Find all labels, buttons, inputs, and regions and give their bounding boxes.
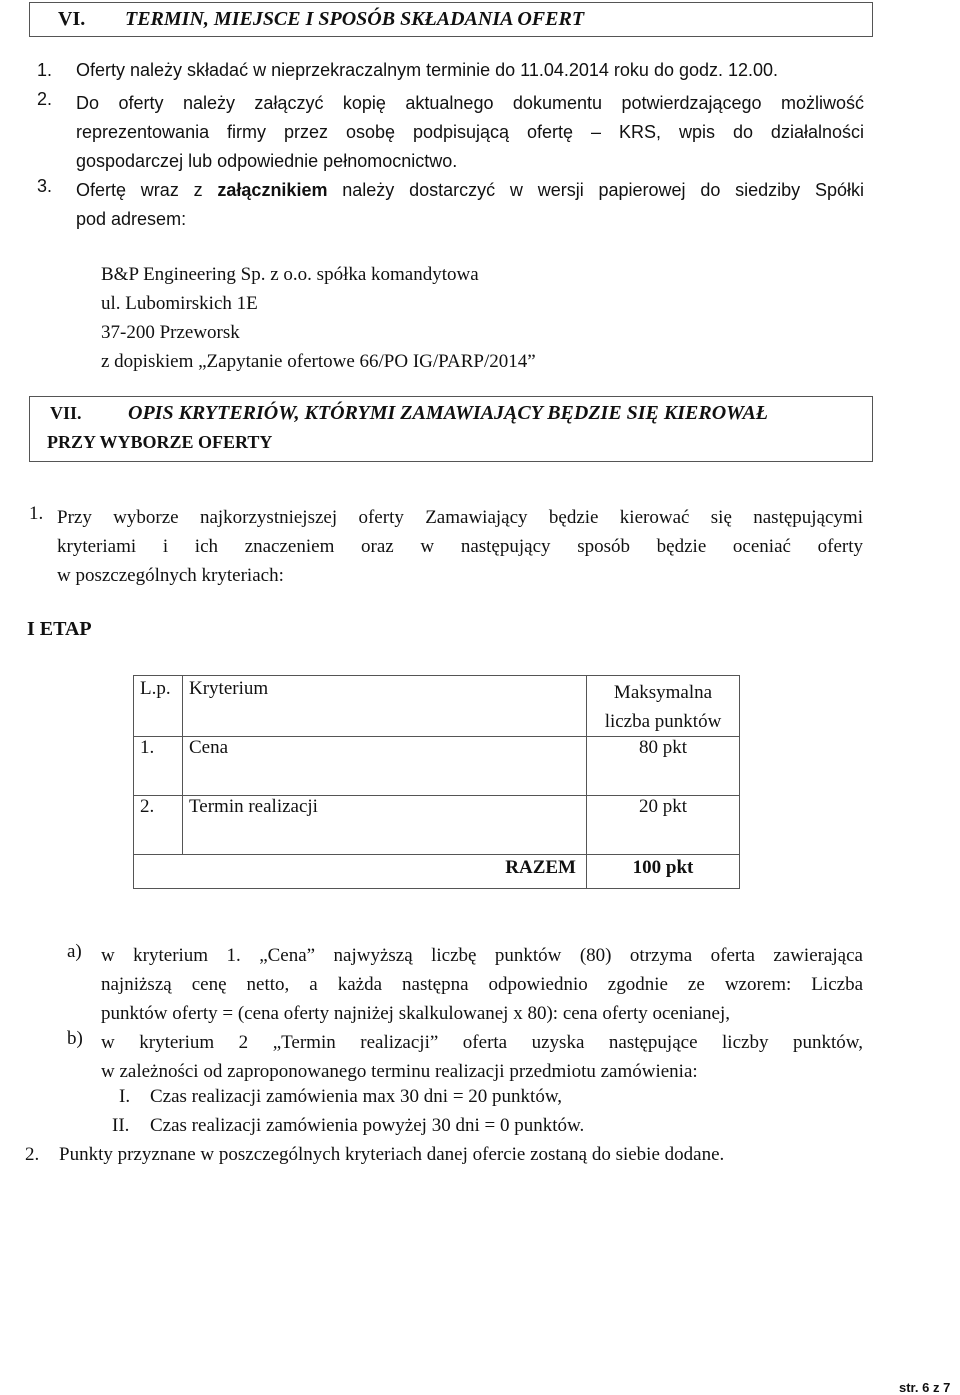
- table-row: [134, 796, 740, 855]
- option-1-number: I.: [119, 1086, 131, 1107]
- row-2-points: 20 pkt: [587, 796, 740, 855]
- criteria-intro-line-3: w poszczególnych kryteriach:: [57, 565, 284, 586]
- total-points: 100 pkt: [587, 855, 740, 889]
- summary-number: 2.: [25, 1144, 40, 1165]
- header-criterion: Kryterium: [183, 676, 587, 737]
- address-company: B&P Engineering Sp. z o.o. spółka komandytowa: [101, 264, 479, 285]
- row-1-criterion: Cena: [183, 737, 587, 796]
- sub-a-text: [101, 941, 863, 1028]
- address-block: [101, 260, 536, 376]
- stage-label: I ETAP: [27, 618, 92, 640]
- item-3-line-2: pod adresem:: [76, 209, 187, 229]
- item-3-text: [76, 176, 864, 234]
- section-7-number: VII.: [50, 403, 82, 423]
- section-6-header: [29, 2, 873, 37]
- section-7-title-line-2: PRZY WYBORZE OFERTY: [47, 432, 273, 452]
- header-max-line-1: Maksymalna: [613, 682, 713, 703]
- section-6-title: TERMIN, MIEJSCE I SPOSÓB SKŁADANIA OFERT: [125, 8, 585, 30]
- table-header-row: [134, 676, 740, 737]
- criteria-intro-text: [57, 503, 863, 590]
- row-2-lp: 2.: [134, 796, 183, 855]
- item-2-text: [76, 89, 864, 176]
- table-total-row: [134, 855, 740, 889]
- address-street: ul. Lubomirskich 1E: [101, 293, 258, 314]
- item-1-text: Oferty należy składać w nieprzekraczalnym terminie do 11.04.2014 roku do godz. 12.00.: [76, 60, 779, 80]
- total-label: RAZEM: [134, 855, 587, 889]
- item-3-pre: Ofertę wraz z: [76, 180, 218, 200]
- section-7-title-line-1: OPIS KRYTERIÓW, KTÓRYMI ZAMAWIAJĄCY BĘDZIE SIĘ KIEROWAŁ: [128, 402, 768, 424]
- row-1-lp: 1.: [134, 737, 183, 796]
- row-1-points: 80 pkt: [587, 737, 740, 796]
- address-city: 37-200 Przeworsk: [101, 322, 240, 343]
- header-lp: L.p.: [134, 676, 183, 737]
- criteria-table: [133, 675, 740, 889]
- item-2-line-3: gospodarczej lub odpowiednie pełnomocnictwo.: [76, 151, 458, 171]
- item-3-bold: załącznikiem: [217, 180, 328, 200]
- address-note: z dopiskiem „Zapytanie ofertowe 66/PO IG/PARP/2014”: [101, 351, 536, 372]
- header-max-points: [587, 676, 740, 737]
- criteria-intro-line-2: kryteriami i ich znaczeniem oraz w następujący sposób będzie oceniać oferty: [57, 536, 863, 557]
- option-2-number: II.: [112, 1115, 130, 1136]
- item-1-number: 1.: [37, 60, 53, 80]
- sub-a-label: a): [67, 941, 82, 962]
- item-2-line-1: Do oferty należy załączyć kopię aktualnego dokumentu potwierdzającego możliwość: [76, 93, 864, 113]
- item-3-line-1: [76, 176, 864, 205]
- page-number: str. 6 z 7: [899, 1380, 951, 1395]
- criteria-intro-line-1: Przy wyborze najkorzystniejszej oferty Zamawiający będzie kierować się następującymi: [57, 507, 863, 528]
- sub-b-text: [101, 1028, 863, 1086]
- row-2-criterion: Termin realizacji: [183, 796, 587, 855]
- section-6-number: VI.: [58, 8, 86, 30]
- option-2-text: Czas realizacji zamówienia powyżej 30 dni = 0 punktów.: [150, 1115, 585, 1136]
- summary-text: Punkty przyznane w poszczególnych kryteriach danej ofercie zostaną do siebie dodane.: [59, 1144, 725, 1165]
- sub-a-line-2: najniższą cenę netto, a każda następna odpowiednio zgodnie ze wzorem: Liczba: [101, 974, 863, 995]
- item-3-post: należy dostarczyć w wersji papierowej do siedziby Spółki: [327, 180, 864, 200]
- sub-a-line-3: punktów oferty = (cena oferty najniżej skalkulowanej x 80): cena oferty ocenianej,: [101, 1003, 731, 1024]
- item-2-number: 2.: [37, 89, 53, 109]
- sub-a-line-1: w kryterium 1. „Cena” najwyższą liczbę punktów (80) otrzyma oferta zawierająca: [101, 945, 863, 966]
- table-row: [134, 737, 740, 796]
- sub-b-line-2: w zależności od zaproponowanego terminu realizacji przedmiotu zamówienia:: [101, 1061, 698, 1082]
- criteria-intro-number: 1.: [29, 503, 44, 524]
- sub-b-line-1: w kryterium 2 „Termin realizacji” oferta uzyska następujące liczby punktów,: [101, 1032, 863, 1053]
- item-2-line-2: reprezentowania firmy przez osobę podpisującą ofertę – KRS, wpis do działalności: [76, 122, 864, 142]
- item-3-number: 3.: [37, 176, 53, 196]
- option-1-text: Czas realizacji zamówienia max 30 dni = 20 punktów,: [150, 1086, 563, 1107]
- header-max-line-2: liczba punktów: [604, 711, 722, 732]
- section-7-header: [29, 396, 873, 462]
- sub-b-label: b): [67, 1028, 83, 1049]
